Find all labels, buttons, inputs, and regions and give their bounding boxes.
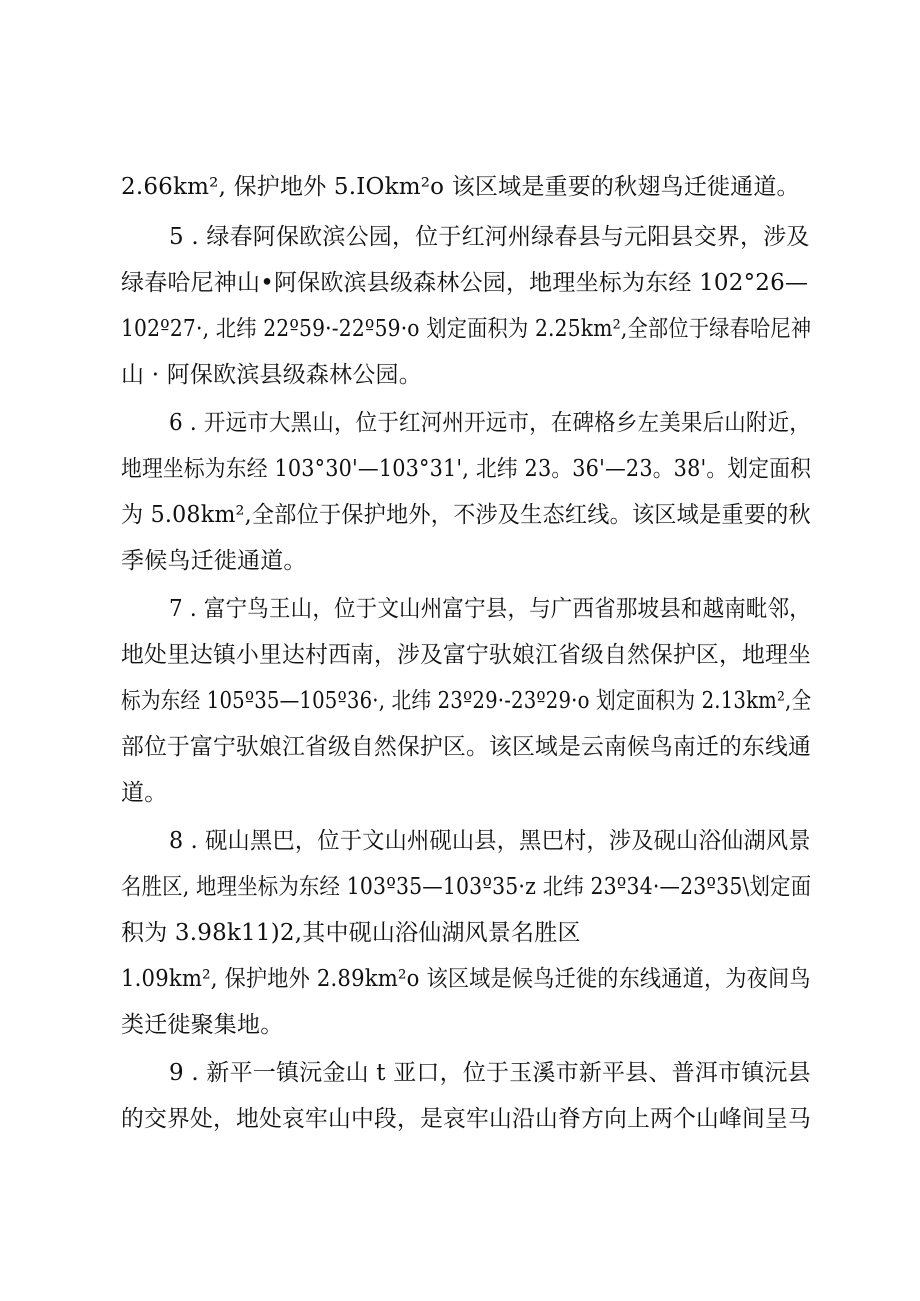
text-line: 积为 3.98k11)2,其中砚山浴仙湖风景名胜区 — [121, 920, 581, 946]
text-line: 102º27·, 北纬 22º59·-22º59·o 划定面积为 2.25km²,全部位于绿春哈尼神 — [121, 316, 812, 342]
text-line: 5 . 绿春阿保欧滨公园，位于红河州绿春县与元阳县交界，涉及 — [169, 224, 810, 250]
text-line: 1.09km², 保护地外 2.89km²o 该区域是候鸟迁徙的东线通道，为夜间鸟 — [121, 966, 811, 992]
text-line: 9 . 新平一镇沅金山 t 亚口，位于玉溪市新平县、普洱市镇沅县 — [169, 1060, 811, 1086]
text-line: 2.66km², 保护地外 5.IOkm²o 该区域是重要的秋翅鸟迁徙通道。 — [121, 174, 800, 200]
text-line: 类迁徙聚集地。 — [121, 1012, 284, 1038]
text-line: 山 · 阿保欧滨县级森林公园。 — [121, 362, 422, 388]
text-line: 地理坐标为东经 103°30'—103°31', 北纬 23。36'—23。38'。划定面积 — [121, 456, 812, 482]
text-line: 8 . 砚山黑巴，位于文山州砚山县，黑巴村，涉及砚山浴仙湖风景 — [169, 828, 811, 854]
text-line: 道。 — [121, 780, 168, 806]
text-line: 6 . 开远市大黑山，位于红河州开远市，在碑格乡左美果后山附近， — [169, 410, 811, 436]
text-line: 地处里达镇小里达村西南，涉及富宁驮娘江省级自然保护区，地理坐 — [121, 642, 811, 668]
text-line: 名胜区, 地理坐标为东经 103º35—103º35·z 北纬 23º34·—23º35\划定面 — [121, 874, 812, 900]
text-line: 为 5.08km²,全部位于保护地外，不涉及生态红线。该区域是重要的秋 — [121, 502, 811, 528]
text-line: 7 . 富宁鸟王山，位于文山州富宁县，与广西省那坡县和越南毗邻， — [169, 596, 811, 622]
text-line: 标为东经 105º35—105º36·, 北纬 23º29·-23º29·o 划定面积为 2.13km²,全 — [121, 688, 812, 714]
text-line: 部位于富宁驮娘江省级自然保护区。该区域是云南候鸟南迁的东线通 — [121, 734, 811, 760]
text-line: 的交界处，地处哀牢山中段，是哀牢山沿山脊方向上两个山峰间呈马 — [121, 1106, 811, 1132]
text-line: 季候鸟迁徙通道。 — [121, 548, 307, 574]
text-line: 绿春哈尼神山•阿保欧滨县级森林公园，地理坐标为东经 102°26— — [121, 270, 809, 296]
